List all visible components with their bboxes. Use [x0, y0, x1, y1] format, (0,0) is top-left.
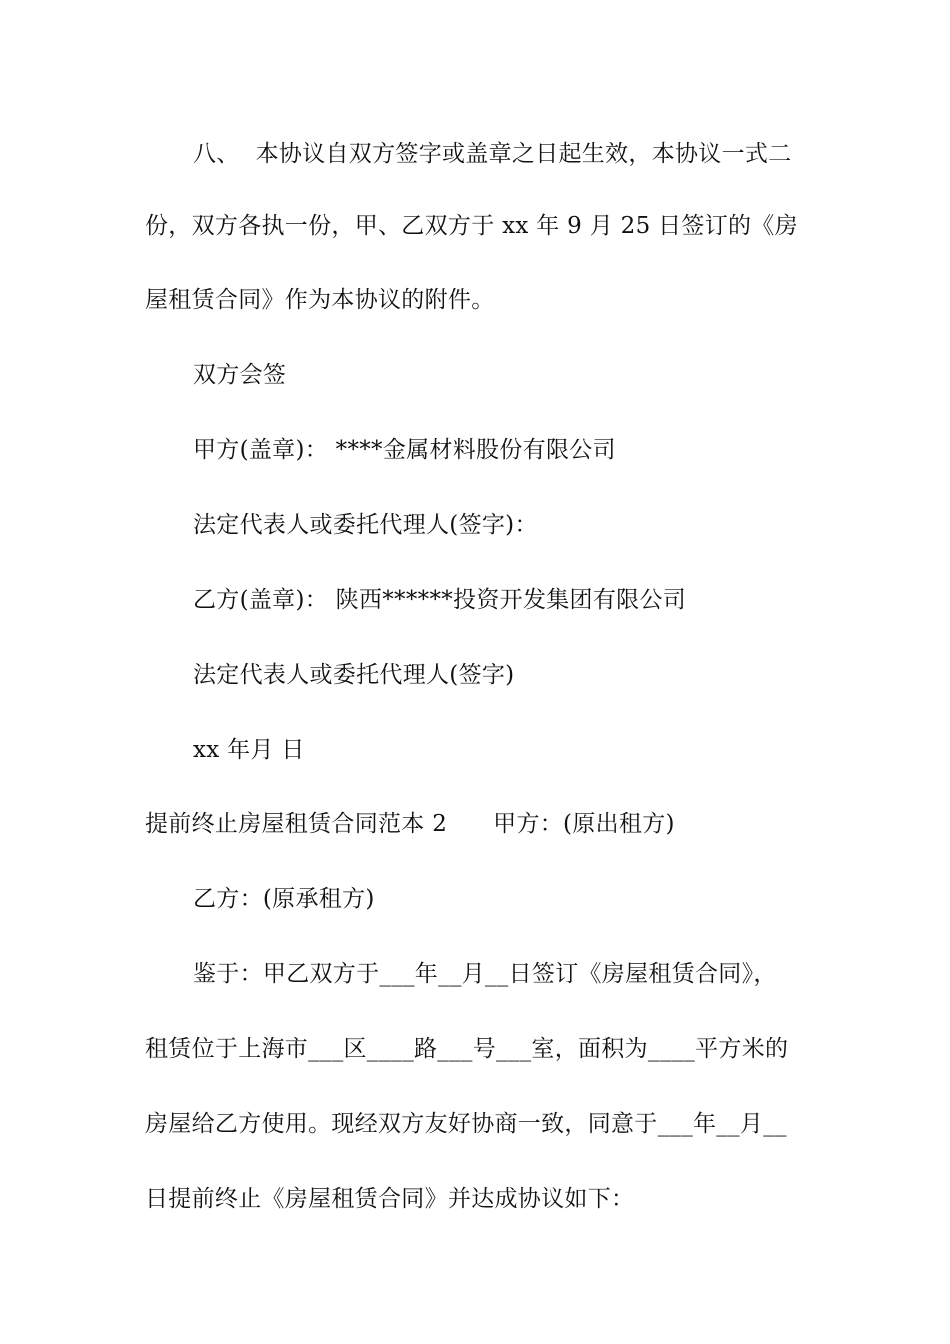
party-b-seal: 乙方(盖章)： 陕西******投资开发集团有限公司	[193, 587, 687, 613]
recital-line-4: 日提前终止《房屋租赁合同》并达成协议如下：	[145, 1186, 635, 1212]
recital-line-1: 鉴于：甲乙双方于___年__月__日签订《房屋租赁合同》，	[193, 961, 777, 987]
template-2-party-a: 甲方：(原出租方)	[493, 811, 675, 837]
clause-8-line-2: 份，双方各执一份，甲、乙双方于 xx 年 9 月 25 日签订的《房	[145, 213, 798, 239]
template-2-party-b: 乙方：(原承租方)	[193, 886, 375, 912]
party-a-representative: 法定代表人或委托代理人(签字)：	[193, 512, 538, 538]
party-a-seal: 甲方(盖章)： ****金属材料股份有限公司	[193, 437, 616, 463]
recital-line-3: 房屋给乙方使用。现经双方友好协商一致，同意于___年__月__	[145, 1111, 787, 1137]
template-2-title: 提前终止房屋租赁合同范本 2	[145, 811, 448, 837]
clause-8-line-3: 屋租赁合同》作为本协议的附件。	[145, 287, 495, 313]
party-b-representative: 法定代表人或委托代理人(签字)	[193, 662, 515, 688]
signing-heading: 双方会签	[193, 362, 287, 388]
recital-line-2: 租赁位于上海市___区____路___号___室，面积为____平方米的	[145, 1036, 789, 1062]
clause-8-line-1	[193, 139, 858, 169]
template-2-header	[145, 809, 810, 839]
signing-date: xx 年月 日	[193, 737, 305, 763]
clause-8-number: 八、	[193, 141, 240, 167]
clause-8-text-1: 本协议自双方签字或盖章之日起生效，本协议一式二	[255, 141, 792, 167]
